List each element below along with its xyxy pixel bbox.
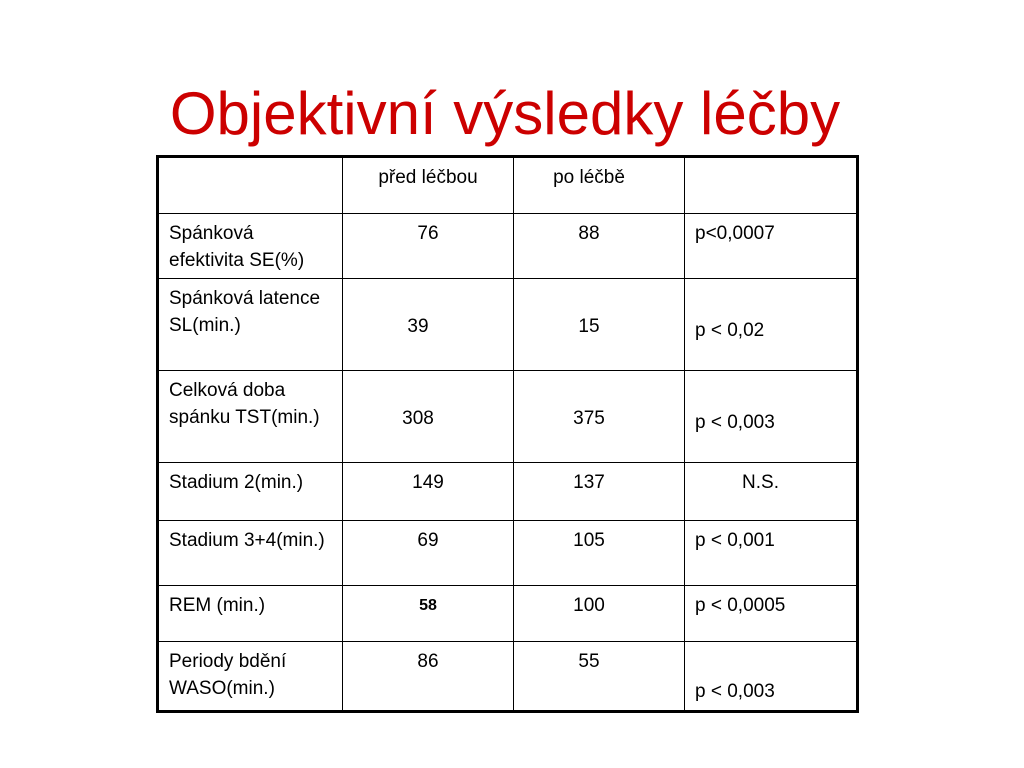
value-before: 76 (343, 214, 514, 279)
p-value: N.S. (685, 463, 858, 521)
value-before: 69 (343, 521, 514, 586)
value-after: 100 (514, 586, 685, 642)
value-before: 149 (343, 463, 514, 521)
row-label: Spánková efektivita SE(%) (158, 214, 343, 279)
header-after: po léčbě (514, 157, 685, 214)
value-after: 105 (514, 521, 685, 586)
table-row (158, 642, 858, 712)
p-value: p < 0,001 (685, 521, 858, 586)
value-after: 375 (514, 371, 685, 463)
table-row (158, 521, 858, 586)
p-value: p<0,0007 (685, 214, 858, 279)
header-before: před léčbou (343, 157, 514, 214)
header-row (158, 157, 858, 214)
p-value: p < 0,003 (685, 371, 858, 463)
value-before: 86 (343, 642, 514, 712)
p-value: p < 0,02 (685, 279, 858, 371)
p-value: p < 0,0005 (685, 586, 858, 642)
slide-title: Objektivní výsledky léčby (169, 80, 841, 147)
value-before: 308 (343, 371, 514, 463)
header-cell-empty-2 (685, 157, 858, 214)
row-label: Periody bdění WASO(min.) (158, 642, 343, 712)
value-before: 58 (343, 586, 514, 642)
row-label: REM (min.) (158, 586, 343, 642)
row-label: Stadium 2(min.) (158, 463, 343, 521)
table-row (158, 463, 858, 521)
p-value: p < 0,003 (685, 642, 858, 712)
table-row (158, 279, 858, 371)
value-after: 137 (514, 463, 685, 521)
header-cell-empty (158, 157, 343, 214)
row-label: Stadium 3+4(min.) (158, 521, 343, 586)
table-row (158, 214, 858, 279)
row-label: Celková doba spánku TST(min.) (158, 371, 343, 463)
row-label: Spánková latence SL(min.) (158, 279, 343, 371)
value-after: 15 (514, 279, 685, 371)
value-after: 88 (514, 214, 685, 279)
table-row (158, 371, 858, 463)
value-before: 39 (343, 279, 514, 371)
results-table (156, 155, 859, 713)
table-row (158, 586, 858, 642)
value-after: 55 (514, 642, 685, 712)
